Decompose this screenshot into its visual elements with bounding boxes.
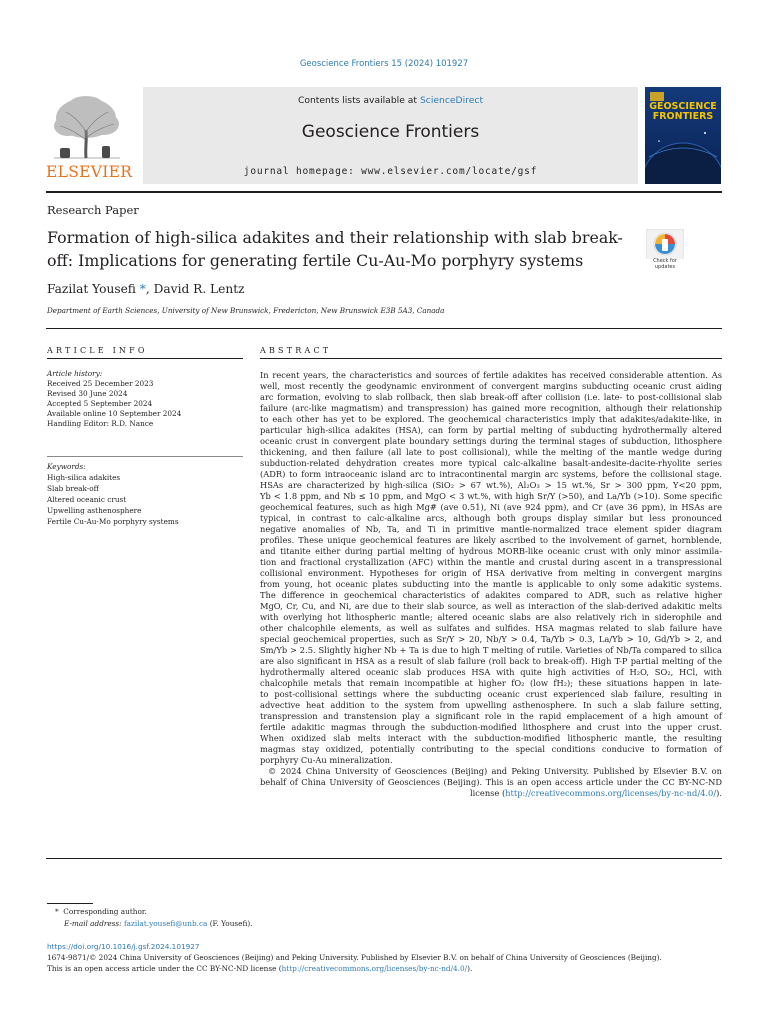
abstract-line: Sm/Yb > 2.5. Slightly higher Nb + Ta is due to high T melting of rutile. Varieties of Nb/Ta compared to silica [260, 645, 722, 655]
keyword-item: High-silica adakites [47, 473, 121, 482]
journal-reference[interactable]: Geoscience Frontiers 15 (2024) 101927 [299, 59, 469, 69]
abstract-line: chalcophile metals that remain incompatible at higher fO₂ (low fH₂); these situations happen in late- [260, 678, 722, 688]
history-received: Received 25 December 2023 [47, 379, 154, 388]
footnote-rule [47, 903, 93, 904]
contents-prefix: Contents lists available at [297, 95, 420, 106]
abstract-line: negative anomalies of Nb, Ta, and Ti in primitive mantle-normalized trace element spider diagram [260, 524, 722, 534]
email-link[interactable]: fazilat.yousefi@unb.ca [123, 919, 208, 928]
abstract-line: (ADR) to form intraoceanic island arc to intracontinental margin arc systems, before the collisional stage. [260, 469, 722, 479]
article-info-heading: ARTICLE INFO [47, 346, 148, 355]
issn-line: 1674-9871/© 2024 China University of Geosciences (Beijing) and Peking University. Published by Elsevier B.V. on behalf of China University of Geosciences (Beijing). [47, 953, 662, 962]
copyright-line: behalf of China University of Geosciences (Beijing). This is an open access article under the CC BY-NC-ND [260, 777, 722, 787]
abstract-line: hydrothermally altered oceanic slab produces HSA with quite high activities of H₂O, SO₂, HCl, with [260, 667, 722, 677]
abstract-line: with overlying hot lithospheric mantle; altered oceanic slabs are also relatively rich in siderophile and [260, 612, 722, 622]
abstract-line: subduction-related dehydration creates more typical calc-alkaline basalt-andesite-dacite-rhyolite series [260, 458, 722, 468]
abstract-line: thickening, and then failure (all late to post collisional), while the melting of the mantle wedge during [260, 447, 722, 457]
abstract-line: and titanite either during partial melting of hydrous MORB-like oceanic crust with only minor assimila- [260, 546, 722, 556]
email-note [64, 919, 253, 929]
abstract-line: tion and fractional crystallization (AFC) within the mantle and crustal during ascent in a transpressional [260, 557, 722, 567]
abstract-line: typical, in contrast to calc-alkaline arcs, although both groups display similar but less pronounced [260, 513, 722, 523]
paper-title-line-2: off: Implications for generating fertile Cu-Au-Mo porphyry systems [47, 251, 584, 270]
corresponding-author-text: Corresponding author. [63, 907, 147, 916]
abstract-line: transpression and transtension play a significant role in the rapid emplacement of a high amount of [260, 711, 722, 721]
history-revised: Revised 30 June 2024 [47, 389, 128, 398]
keyword-item: Slab break-off [47, 484, 99, 493]
abstract-line: are also significant in HSA as a result of slab failure (roll back to break-off). High T-P partial melting of the [260, 656, 722, 666]
corresponding-author-note [55, 907, 147, 917]
footer-license-prefix: This is an open access article under the CC BY-NC-ND license ( [47, 964, 282, 973]
footer-license-suffix: ). [467, 964, 473, 973]
abstract-line: fertile adakitic magmas through the subduction-modified lithosphere and crust into the upper crust. [260, 722, 722, 732]
journal-homepage[interactable]: journal homepage: www.elsevier.com/locate/gsf [243, 166, 538, 177]
footer-license-link[interactable]: http://creativecommons.org/licenses/by-nc-nd/4.0/ [281, 964, 468, 973]
author-list [47, 282, 245, 296]
paper-title-line-1: Formation of high-silica adakites and their relationship with slab break- [47, 228, 623, 247]
title-divider [46, 328, 722, 329]
check-for-updates-badge[interactable] [646, 229, 684, 269]
abstract-line: from young, hot oceanic plates subducting into the mantle is applicable to only some adakitic systems. [260, 579, 722, 589]
author-1: Fazilat Yousefi [47, 282, 136, 296]
license-prefix: license ( [469, 788, 506, 798]
email-label: E-mail address: [64, 919, 124, 928]
cover-publisher-logo [650, 92, 664, 101]
crossmark-icon [646, 229, 684, 259]
copyright-line: © 2024 China University of Geosciences (Beijing) and Peking University. Published by Elsevier B.V. on [268, 766, 722, 776]
keyword-item: Upwelling asthenosphere [47, 506, 142, 515]
abstract-line: magmas stay oxidized, potentially contributing to the special conditions conducive to formation of [260, 744, 722, 754]
footer-license-line [47, 964, 472, 973]
author-separator: , [145, 282, 154, 296]
abstract-line: In recent years, the characteristics and sources of fertile adakites has received considerable attention. As [260, 370, 722, 380]
abstract-line: profiles. These unique geochemical features are likely ascribed to the involvement of garnet, hornblende, [260, 535, 722, 545]
paper-type: Research Paper [47, 203, 139, 217]
journal-title: Geoscience Frontiers [301, 122, 480, 142]
keywords-label: Keywords: [47, 462, 86, 471]
abstract-line: When oxidized slab melts interact with the subduction-modified lithospheric mantle, the resulting [260, 733, 722, 743]
abstract-line: to each other has yet to be explored. The geochemical characteristics imply that adakites/adakite-like, in [260, 414, 722, 424]
abstract-line: advective heat addition to the system from upwelling asthenosphere. In such a slab failure setting, [260, 700, 722, 710]
doi-link[interactable]: https://doi.org/10.1016/j.gsf.2024.101927 [47, 942, 200, 951]
abstract-line: well, most recently the geodynamic environment of convergent margins subducting oceanic crust aiding [260, 381, 722, 391]
corresponding-author-mark[interactable]: * [135, 282, 146, 296]
abstract-line: other chalcophile elements, as well as sulfates and sulfides. HSA magmas related to slab failure have [260, 623, 722, 633]
footnote-mark: * [55, 907, 59, 916]
abstract-line: special geochemical properties, such as Sr/Y > 20, Nb/Y > 0.4, Ta/Yb > 0.3, La/Yb > 10, Gd/Yb > 2, and [260, 634, 722, 644]
email-suffix: (F. Yousefi). [207, 919, 253, 928]
license-line [260, 788, 722, 799]
abstract-line: MgO, Cr, Cu, and Ni, are due to their slab source, as well as interaction of the slab-derived adakitic melts [260, 601, 722, 611]
abstract-line: geochemical features, such as high Mg# (ave 0.51), Ni (ave 924 ppm), and Cr (ave 36 ppm), in HSAs are [260, 502, 722, 512]
article-info-rule [47, 358, 243, 359]
history-label: Article history: [47, 369, 103, 378]
cover-title-line-2: FRONTIERS [652, 111, 714, 122]
abstract-line: HSAs are characterized by high-silica (SiO₂ > 67 wt.%), Al₂O₃ > 15 wt.%, Sr > 300 ppm, Y<20 ppm, [260, 480, 722, 490]
license-link[interactable]: http://creativecommons.org/licenses/by-nc-nd/4.0/ [505, 788, 717, 798]
abstract-line: failure (arc-like magmatism) and transpression) has gained more recognition, although their relationship [260, 403, 722, 413]
cover-title-line-1: GEOSCIENCE [649, 101, 717, 112]
crossmark-label: Check for updates [653, 258, 677, 270]
author-2: David R. Lentz [153, 282, 245, 296]
keyword-item: Fertile Cu-Au-Mo porphyry systems [47, 517, 179, 526]
keywords-rule [47, 456, 243, 457]
handling-editor: Handling Editor: R.D. Nance [47, 419, 154, 428]
abstract-line: oceanic crust in convergent plate boundary settings during the terminal stages of subduction, lithosphere [260, 436, 722, 446]
abstract-line: particular high-silica adakites (HSA), can form by partial melting of subducting hydrothermally altered [260, 425, 722, 435]
history-accepted: Accepted 5 September 2024 [47, 399, 153, 408]
abstract-line: to post-collisional settings where the subducting oceanic crust experienced slab failure, resulting in [260, 689, 722, 699]
abstract-line: collisional environment. Hypotheses for origin of HSA derivative from melting in convergent margins [260, 568, 722, 578]
abstract-line: porphyry Cu-Au mineralization. [260, 755, 393, 765]
elsevier-wordmark: ELSEVIER [46, 163, 133, 181]
license-suffix: ). [716, 788, 722, 798]
contents-line [143, 95, 638, 106]
keyword-item: Altered oceanic crust [47, 495, 127, 504]
abstract-line: arc formation, evolving to slab rollback, then slab break-off after collision (i.e. late- to post-collisional slab [260, 392, 722, 402]
abstract-line: Yb < 1.8 ppm, and Nb ≤ 10 ppm, and MgO < 3 wt.%, with high Sr/Y (>50), and La/Yb (>10). Some specific [260, 491, 722, 501]
abstract-line: The difference in geochemical characteristics of adakites compared to ADR, such as relative higher [260, 590, 722, 600]
affiliation: Department of Earth Sciences, University of New Brunswick, Fredericton, New Brunswick E3B 5A3, Canada [47, 306, 445, 315]
sciencedirect-link[interactable]: ScienceDirect [419, 95, 484, 106]
abstract-rule [260, 358, 722, 359]
header-divider [46, 191, 722, 193]
history-online: Available online 10 September 2024 [47, 409, 182, 418]
abstract-divider [46, 858, 722, 859]
abstract-heading: ABSTRACT [260, 346, 332, 355]
